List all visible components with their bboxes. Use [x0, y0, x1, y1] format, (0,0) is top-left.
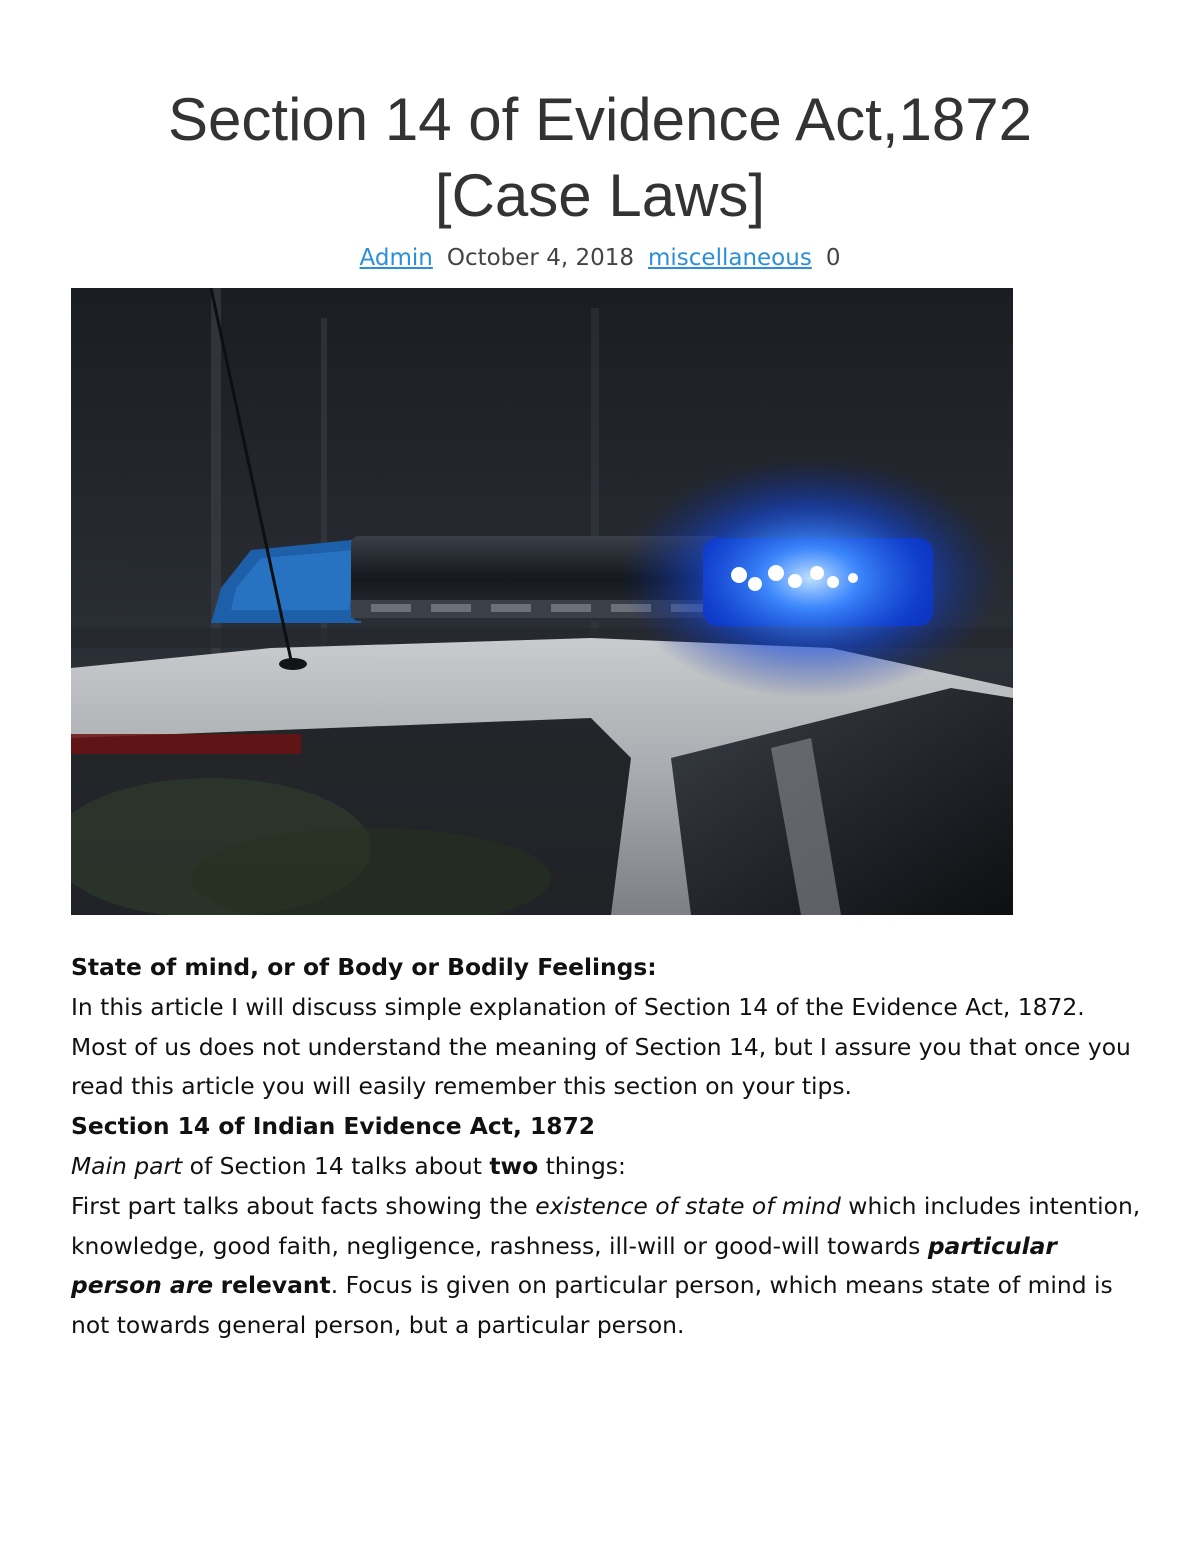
intro-paragraph: In this article I will discuss simple explanation of Section 14 of the Evidence Act, 1872. Most of us does not understand the meaning of Section 14, but I assure you that once you read this article you will easily remember this section on your tips. — [71, 992, 1131, 1101]
title-line-2: [Case Laws] — [434, 162, 766, 229]
bold-two: two — [489, 1151, 539, 1180]
post-date: October 4, 2018 — [446, 245, 634, 271]
emphasis-main-part: Main part — [71, 1151, 183, 1180]
section-heading-section-14: Section 14 of Indian Evidence Act, 1872 — [71, 1112, 596, 1141]
author-link[interactable]: Admin — [359, 245, 433, 271]
article-body — [71, 948, 1141, 1346]
article-meta — [0, 242, 1200, 274]
title-line-1: Section 14 of Evidence Act,1872 — [168, 86, 1032, 153]
bold-relevant: relevant — [220, 1271, 331, 1300]
category-link[interactable]: miscellaneous — [648, 245, 812, 271]
comment-count: 0 — [825, 245, 841, 271]
section-heading-state-of-mind: State of mind, or of Body or Bodily Feelings: — [71, 953, 657, 981]
main-part-paragraph: Main part of Section 14 talks about two things: — [71, 1151, 626, 1180]
emphasis-state-of-mind: existence of state of mind — [535, 1191, 841, 1220]
emphasis-particular-person: particular person are — [71, 1231, 1057, 1300]
first-part-paragraph: First part talks about facts showing the existence of state of mind which includes intention, knowledge, good faith, negligence, rashness, ill-will or good-will towards particular person are relevant. Focus is given on particular person, which means state of mind is not towards general person, but a particular person. — [71, 1191, 1141, 1340]
featured-image — [71, 288, 1013, 915]
article-title — [60, 82, 1140, 234]
